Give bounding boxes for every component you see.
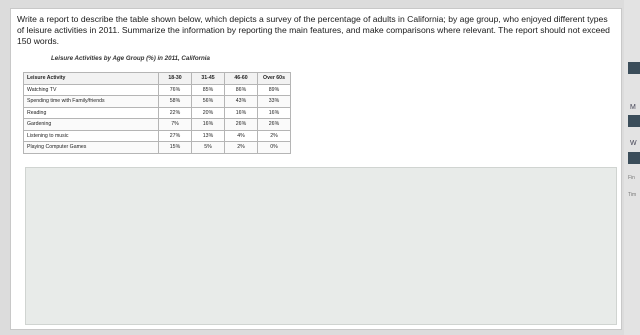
value-cell: 7% xyxy=(159,119,192,131)
value-cell: 20% xyxy=(192,107,225,119)
question-panel xyxy=(10,8,622,330)
leisure-activities-table xyxy=(23,72,291,154)
side-panel xyxy=(624,0,640,335)
side-tab-label[interactable]: M xyxy=(630,104,636,111)
value-cell: 4% xyxy=(225,130,258,142)
value-cell: 86% xyxy=(225,84,258,96)
column-header: 18-30 xyxy=(159,73,192,85)
value-cell: 22% xyxy=(159,107,192,119)
value-cell: 58% xyxy=(159,96,192,108)
value-cell: 76% xyxy=(159,84,192,96)
table-row xyxy=(24,119,291,131)
activity-cell: Watching TV xyxy=(24,84,159,96)
value-cell: 26% xyxy=(225,119,258,131)
activity-cell: Playing Computer Games xyxy=(24,142,159,154)
side-tab-marker[interactable] xyxy=(628,152,640,164)
side-tab-marker[interactable] xyxy=(628,115,640,127)
value-cell: 26% xyxy=(258,119,291,131)
value-cell: 85% xyxy=(192,84,225,96)
table-row xyxy=(24,130,291,142)
answer-textarea[interactable] xyxy=(25,167,617,325)
table-row xyxy=(24,107,291,119)
column-header: Over 60s xyxy=(258,73,291,85)
activity-cell: Listening to music xyxy=(24,130,159,142)
activity-cell: Reading xyxy=(24,107,159,119)
table-header-row xyxy=(24,73,291,85)
value-cell: 16% xyxy=(258,107,291,119)
side-tab-label[interactable]: W xyxy=(630,140,637,147)
value-cell: 2% xyxy=(258,130,291,142)
value-cell: 56% xyxy=(192,96,225,108)
activity-cell: Spending time with Family/friends xyxy=(24,96,159,108)
table-title: Leisure Activities by Age Group (%) in 2011, California xyxy=(51,55,210,62)
value-cell: 16% xyxy=(192,119,225,131)
task-prompt: Write a report to describe the table shown below, which depicts a survey of the percentage of adults in California; by age group, who enjoyed different types of leisure activities in 2011. Summarize the information by reporting the main features, and make comparisons where relevant. The report should not exceed 150 words. xyxy=(17,14,610,46)
column-header: 31-45 xyxy=(192,73,225,85)
column-header: 46-60 xyxy=(225,73,258,85)
value-cell: 89% xyxy=(258,84,291,96)
value-cell: 13% xyxy=(192,130,225,142)
side-time-label: Tim xyxy=(628,192,637,198)
table-row xyxy=(24,96,291,108)
value-cell: 15% xyxy=(159,142,192,154)
value-cell: 33% xyxy=(258,96,291,108)
side-finish-label: Fin xyxy=(628,175,635,181)
activity-cell: Gardening xyxy=(24,119,159,131)
column-header: Leisure Activity xyxy=(24,73,159,85)
value-cell: 0% xyxy=(258,142,291,154)
value-cell: 2% xyxy=(225,142,258,154)
table-row xyxy=(24,84,291,96)
value-cell: 5% xyxy=(192,142,225,154)
table-row xyxy=(24,142,291,154)
value-cell: 16% xyxy=(225,107,258,119)
value-cell: 43% xyxy=(225,96,258,108)
side-tab-marker[interactable] xyxy=(628,62,640,74)
value-cell: 27% xyxy=(159,130,192,142)
